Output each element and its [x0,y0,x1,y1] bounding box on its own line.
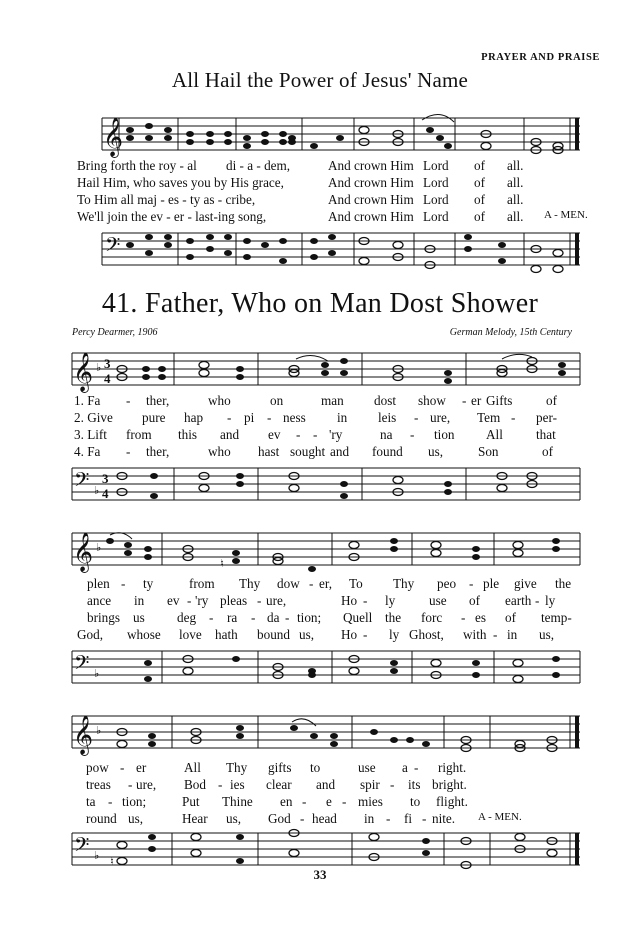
hymn2-system1-bass [62,460,582,517]
hymn-number: 41. [101,288,138,319]
page-number: 33 [313,867,327,882]
svg-text:𝄞: 𝄞 [103,117,124,157]
treble-staff-lines [62,525,582,577]
bass-staff-lines [62,225,582,277]
hymn2-system2-bass [62,643,582,700]
svg-text:𝄞: 𝄞 [73,715,94,755]
hymn-title-all-hail: All Hail the Power of Jesus' Name [171,68,469,92]
treble-staff-lines [62,708,582,760]
svg-text:4: 4 [102,486,109,501]
hymn-title-father-who-on-man [0,288,640,320]
svg-text:♭: ♭ [96,361,102,374]
hymnal-page: PRAYER AND PRAISE All Hail the Power of Jesus' Name 𝄞 Bring forth the roy - al di - a - dem, And crown Him Lord of all. Hail Him, who saves you by His grace, And crown Him Lord of all. To Him all maj - es - ty as - cribe, And crown Him Lord of all. We'll join the ev - er - last-ing song, And crown Him Lord of all. A - MEN. 𝄢 41. Father, Who on Man Dost Shower Percy Dearmer, 1906 German Melody, 15th Century 𝄞 ♭ 3 4 1. Fa - ther, who on man dost show - er Gifts of 2. Give pure hap - pi - ness in leis - ure, Tem - per- 3. Lift from this and ev - - 'ry na - tion All that 4. Fa - ther, who hast sought and found us, Son of 𝄢 ♭ 3 4 𝄞 ♭ ♮ plen - ty from Thy dow - er, To Thy peo - ple give the ance in ev - 'ry pleas - ure, Ho - ly use of earth - ly brings us deg - ra - da - tion; Quell the forc - es of temp- God, whose love hath bound us, Ho - ly Ghost, with - in us, 𝄢 ♭ 𝄞 ♭ pow - er All Thy gifts to use a - right. treas - ure, Bod - ies clear and spir - its bright. ta - tion; Put Thine en - e - mies to flight. round us, Hear us, God - head in - fi - nite. A - MEN. 𝄢 ♭ ♮ 33 [0,0,640,934]
hymn2-credits [72,327,572,341]
treble-staff-lines [62,345,582,397]
svg-text:♮: ♮ [220,558,224,570]
bass-staff-lines [62,643,582,695]
hymn-title: Father, Who on Man Dost Shower [145,288,539,319]
svg-text:♭: ♭ [94,484,100,497]
section-header: PRAYER AND PRAISE [481,52,600,63]
bass-staff-lines [62,460,582,512]
hymn2-system3-treble [62,708,582,765]
svg-text:3: 3 [104,356,111,371]
svg-text:𝄞: 𝄞 [73,352,94,392]
svg-text:𝄢: 𝄢 [74,651,90,679]
hymn2-system2-treble [62,525,582,582]
svg-text:♮: ♮ [110,856,114,868]
svg-text:𝄢: 𝄢 [74,833,90,861]
svg-text:♭: ♭ [96,724,102,737]
svg-text:𝄢: 𝄢 [105,233,121,261]
treble-staff-lines [62,110,582,162]
hymn1-bass-staff [62,225,582,282]
svg-text:3: 3 [102,471,109,486]
svg-text:♭: ♭ [94,849,100,862]
svg-text:𝄞: 𝄞 [73,532,94,572]
svg-text:𝄢: 𝄢 [74,468,90,496]
svg-text:♭: ♭ [94,667,100,680]
svg-text:♭: ♭ [96,541,102,554]
tune-credit: German Melody, 15th Century [449,327,572,338]
author-credit: Percy Dearmer, 1906 [72,327,158,338]
svg-text:4: 4 [104,371,111,386]
